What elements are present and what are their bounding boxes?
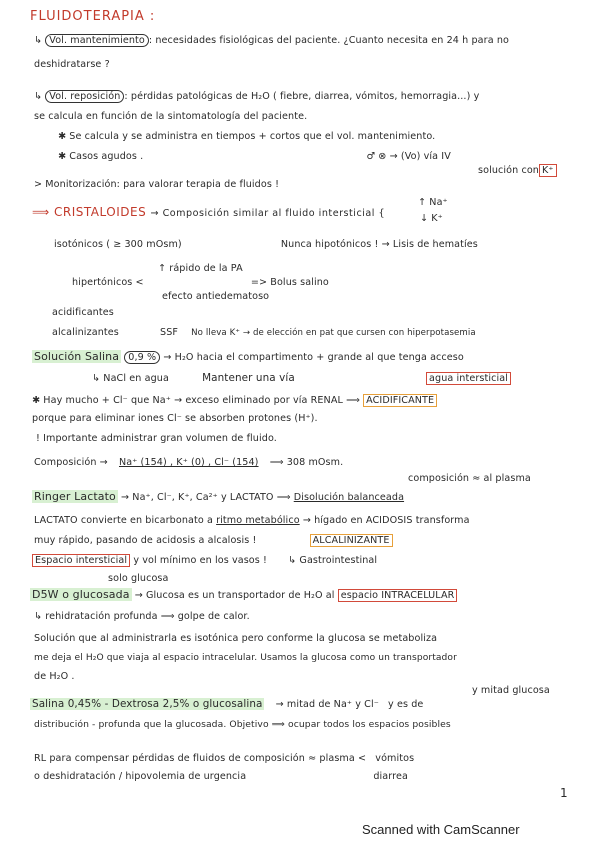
line bbox=[478, 164, 557, 177]
page-number: 1 bbox=[560, 786, 568, 800]
text: y es de bbox=[388, 699, 424, 710]
alcalinizante-box: ALCALINIZANTE bbox=[310, 534, 393, 547]
text: → Na⁺, Cl⁻, K⁺, Ca²⁺ y LACTATO ⟹ bbox=[121, 492, 291, 503]
text: ✱ Casos agudos . bbox=[58, 151, 144, 162]
line-salina-045 bbox=[30, 698, 423, 711]
line-solucion-salina bbox=[32, 350, 464, 364]
heading-salina-045: Salina 0,45% - Dextrosa 2,5% o glucosalina bbox=[32, 698, 263, 710]
espacio-intracelular-box: espacio INTRACELULAR bbox=[338, 589, 458, 602]
camscanner-footer: Scanned with CamScanner bbox=[362, 822, 520, 837]
text: ✱ Hay mucho + Cl⁻ que Na⁺ → exceso eliminado por vía RENAL ⟹ bbox=[32, 395, 360, 406]
line: de H₂O . bbox=[34, 671, 75, 682]
k-box: K⁺ bbox=[539, 164, 557, 177]
agua-intersticial-box: agua intersticial bbox=[426, 372, 511, 385]
line-ringer bbox=[32, 490, 404, 504]
text: LACTATO convierte en bicarbonato a bbox=[34, 515, 213, 526]
text: → Composición similar al fluido intersticial { bbox=[150, 208, 386, 219]
line bbox=[34, 534, 393, 547]
line: efecto antiedematoso bbox=[162, 291, 270, 302]
text: SSF bbox=[160, 327, 178, 338]
text: muy rápido, pasando de acidosis a alcalosis ! bbox=[34, 535, 257, 546]
line: ! Importante administrar gran volumen de fluido. bbox=[36, 433, 277, 444]
text: Na⁺ (154) , K⁺ (0) , Cl⁻ (154) bbox=[118, 457, 259, 468]
text: Nunca hipotónicos ! → Lisis de hematíes bbox=[280, 239, 478, 250]
text: → Glucosa es un transportador de H₂O al bbox=[134, 590, 335, 601]
line: ↓ K⁺ bbox=[420, 213, 443, 224]
term-vol-reposicion: Vol. reposición bbox=[45, 90, 124, 103]
line-d5w bbox=[30, 588, 457, 602]
text: isotónicos ( ≥ 300 mOsm) bbox=[54, 239, 182, 250]
text: → H₂O hacia el compartimento + grande al que tenga acceso bbox=[163, 352, 464, 363]
heading-ringer: Ringer Lactato bbox=[34, 490, 116, 503]
line bbox=[72, 276, 329, 289]
text: solución con bbox=[478, 165, 539, 176]
term-vol-mantenimiento: Vol. mantenimiento bbox=[45, 34, 149, 47]
line: ↑ Na⁺ bbox=[418, 197, 448, 208]
text: → hígado en ACIDOSIS transforma bbox=[302, 515, 470, 526]
title: FLUIDOTERAPIA : bbox=[30, 9, 156, 24]
text: o deshidratación / hipovolemia de urgencia bbox=[34, 771, 247, 782]
line bbox=[34, 514, 470, 527]
line-cristaloides bbox=[32, 206, 385, 220]
text: → mitad de Na⁺ y Cl⁻ bbox=[275, 699, 379, 710]
espacio-intersticial-box: Espacio intersticial bbox=[32, 554, 130, 567]
text: y vol mínimo en los vasos ! bbox=[133, 555, 267, 566]
line: y mitad glucosa bbox=[472, 685, 550, 696]
text: 0,9 % bbox=[124, 351, 160, 364]
acidificante-box: ACIDIFICANTE bbox=[363, 394, 437, 407]
line: ↑ rápido de la PA bbox=[158, 263, 243, 274]
line bbox=[92, 372, 511, 385]
heading-d5w: D5W o glucosada bbox=[32, 588, 130, 601]
line bbox=[32, 554, 377, 567]
line: me deja el H₂O que viaja al espacio intracelular. Usamos la glucosa como un transportador bbox=[34, 653, 457, 663]
text: No lleva K⁺ → de elección en pat que cursen con hiperpotasemia bbox=[191, 328, 476, 338]
line bbox=[34, 770, 408, 783]
line: Solución que al administrarla es isotónica pero conforme la glucosa se metaboliza bbox=[34, 633, 438, 644]
line-mantenimiento bbox=[34, 34, 509, 47]
text: hipertónicos < bbox=[72, 277, 144, 288]
line: deshidratarse ? bbox=[34, 59, 110, 70]
text: vómitos bbox=[375, 753, 415, 764]
arrow-icon: ↳ bbox=[34, 35, 43, 46]
heading: ⟹ CRISTALOIDES bbox=[32, 205, 147, 219]
text: Mantener una vía bbox=[202, 372, 295, 384]
line: ✱ Se calcula y se administra en tiempos + cortos que el vol. mantenimiento. bbox=[58, 131, 436, 142]
text: Disolución balanceada bbox=[293, 492, 405, 503]
line bbox=[34, 456, 343, 469]
text: => Bolus salino bbox=[250, 277, 329, 288]
line: distribución - profunda que la glucosada. Objetivo ⟹ ocupar todos los espacios posibles bbox=[34, 719, 451, 730]
line: > Monitorización: para valorar terapia de fluidos ! bbox=[34, 179, 280, 190]
text: ritmo metabólico bbox=[216, 515, 300, 526]
line bbox=[54, 238, 478, 251]
text: diarrea bbox=[373, 771, 408, 782]
line bbox=[58, 150, 451, 163]
text: : necesidades fisiológicas del paciente. ¿Cuanto necesita en 24 h para no bbox=[148, 35, 509, 46]
line-reposicion bbox=[34, 90, 479, 103]
text: ♂ ⊗ → (Vo) vía IV bbox=[366, 151, 451, 162]
line: composición ≈ al plasma bbox=[408, 473, 531, 484]
line: se calcula en función de la sintomatología del paciente. bbox=[34, 111, 308, 122]
text: ⟹ 308 mOsm. bbox=[269, 457, 344, 468]
line: solo glucosa bbox=[108, 573, 169, 584]
line: ↳ rehidratación profunda ⟹ golpe de calor. bbox=[34, 611, 250, 622]
text: RL para compensar pérdidas de fluidos de composición ≈ plasma < bbox=[34, 753, 367, 764]
text: alcalinizantes bbox=[52, 327, 119, 338]
text: ↳ NaCl en agua bbox=[92, 373, 169, 384]
text: Composición → bbox=[34, 457, 108, 468]
text: ↳ Gastrointestinal bbox=[288, 555, 378, 566]
line: acidificantes bbox=[52, 307, 114, 318]
line bbox=[34, 752, 414, 765]
text: : pérdidas patológicas de H₂O ( fiebre, diarrea, vómitos, hemorragia...) y bbox=[124, 91, 480, 102]
heading-solucion-salina: Solución Salina bbox=[34, 350, 120, 363]
line: porque para eliminar iones Cl⁻ se absorben protones (H⁺). bbox=[32, 413, 318, 424]
line bbox=[32, 394, 437, 407]
arrow-icon: ↳ bbox=[34, 91, 43, 102]
line bbox=[52, 326, 476, 340]
